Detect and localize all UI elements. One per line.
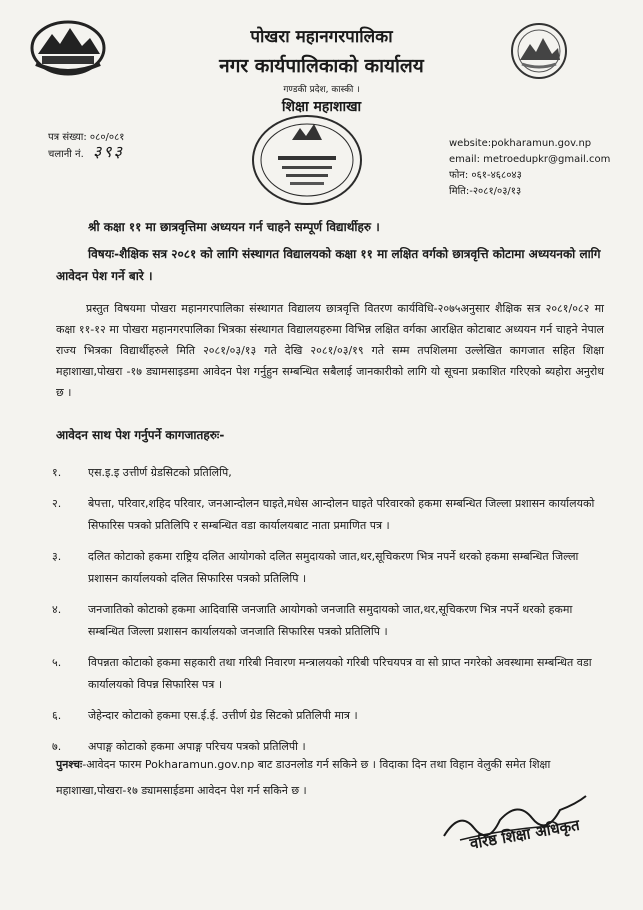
header-province: गण्डकी प्रदेश, कास्की ।	[283, 85, 360, 95]
addressee: श्री कक्षा ११ मा छात्रवृत्तिमा अध्ययन गर्न चाहने सम्पूर्ण विद्यार्थीहरु ।	[88, 220, 380, 234]
office-stamp	[248, 110, 366, 210]
letter-reference-block	[48, 131, 125, 162]
list-item: ४. जनजातिको कोटाको हकमा आदिवासि जनजाति आयोगको जनजाति समुदायको जात,थर,सूचिकरण भित्र नपर्ने थरको हकमा सम्बन्धित जिल्ला प्रशासन कार्यालयको जनजाति सिफारिस पत्रको प्रतिलिपि ।	[52, 603, 573, 638]
list-item: ६. जेहेन्दार कोटाको हकमा एस.ई.ई. उत्तीर्ण ग्रेड सिटको प्रतिलिपी मात्र ।	[52, 709, 358, 722]
header-division: शिक्षा महाशाखा	[281, 99, 362, 115]
email-text: email: metroedupkr@gmail.com	[449, 154, 611, 165]
documents-list	[52, 462, 608, 767]
list-item: २. बेपत्ता, परिवार,शहिद परिवार, जनआन्दोलन घाइते,मधेस आन्दोलन घाइते परिवारको हकमा सम्बन्धित जिल्ला प्रशासन कार्यालयको सिफारिस पत्रको प्रतिलिपि र सम्बन्धित वडा कार्यालयबाट नाता प्रमाणित पत्र ।	[52, 497, 595, 532]
contact-block	[449, 136, 610, 200]
subject-line: विषयः-शैक्षिक सत्र २०८१ को लागि संस्थागत विद्यालयको कक्षा ११ मा लक्षित वर्गको छात्रवृत्ति कोटामा अध्ययनको लागि आवेदन पेश गर्ने बारे ।	[56, 247, 601, 283]
dispatch-number-label: चलानी नं.	[48, 149, 84, 160]
list-item: १. एस.इ.इ उत्तीर्ण ग्रेडसिटको प्रतिलिपि,	[52, 466, 232, 479]
website-text: website:pokharamun.gov.np	[449, 138, 592, 149]
signatory-title: वरिष्ठ शिक्षा अधिकृत	[468, 815, 581, 853]
list-item: ३. दलित कोटाको हकमा राष्ट्रिय दलित आयोगको दलित समुदायको जात,थर,सूचिकरण भित्र नपर्ने थरको हकमा सम्बन्धित जिल्ला प्रशासन कार्यालयको दलित सिफारिस पत्रको प्रतिलिपि ।	[52, 550, 579, 585]
date-text: मिति:-२०८१/०३/१३	[449, 186, 522, 197]
header-municipality-name: पोखरा महानगरपालिका	[250, 27, 393, 47]
body-paragraph: प्रस्तुत विषयमा पोखरा महानगरपालिका संस्थागत विद्यालय छात्रवृत्ति वितरण कार्यविधि-२०७५अनुसार शैक्षिक सत्र २०८१/०८२ मा कक्षा ११-१२ मा पोखरा महानगरपालिका भित्रका संस्थागत विद्यालयहरुमा विभिन्न लक्षित वर्गका आरक्षित कोटाबाट अध्ययन गर्न चाहने नेपाल राज्य भित्रका विद्यार्थीहरुले मिति २०८१/०३/१३ गते देखि २०८१/०३/१९ गते सम्म तपशिलमा उल्लेखित कागजात सहित शिक्षा महाशाखा,पोखरा -१७ ड्यामसाइडमा आवेदन पेश गर्नुहुन सम्बन्धित सबैलाई जानकारीको लागि यो सूचना प्रकाशित गरिएको ब्यहोरा अनुरोध छ ।	[56, 302, 604, 399]
list-item: ७. अपाङ्ग कोटाको हकमा अपाङ्ग परिचय पत्रको प्रतिलिपी ।	[52, 740, 306, 753]
postscript-label: पुनश्चः	[56, 758, 83, 771]
letter-number: पत्र संख्या: ०८०/०८१	[48, 132, 125, 143]
header-office-name: नगर कार्यपालिकाको कार्यालय	[219, 55, 424, 77]
phone-text: फोन: ०६१-४६८०४३	[449, 170, 522, 181]
dispatch-number-value: ३९३	[92, 142, 124, 161]
list-item: ५. विपन्नता कोटाको हकमा सहकारी तथा गरिबी निवारण मन्त्रालयको गरिबी परिचयपत्र वा सो प्राप्त नगरेको अवस्थामा सम्बन्धित वडा कार्यालयको विपन्न सिफारिस पत्र ।	[52, 656, 592, 691]
postscript-text: -आवेदन फारम Pokharamun.gov.np बाट डाउनलोड गर्न सकिने छ । विदाका दिन तथा विहान वेलुकी समेत शिक्षा महाशाखा,पोखरा-१७ ड्यामसाईडमा आवेदन पेश गर्न सकिने छ ।	[56, 758, 551, 797]
dispatch-number-row	[48, 142, 125, 162]
documents-heading: आवेदन साथ पेश गर्नुपर्ने कागजातहरुः-	[56, 428, 225, 442]
